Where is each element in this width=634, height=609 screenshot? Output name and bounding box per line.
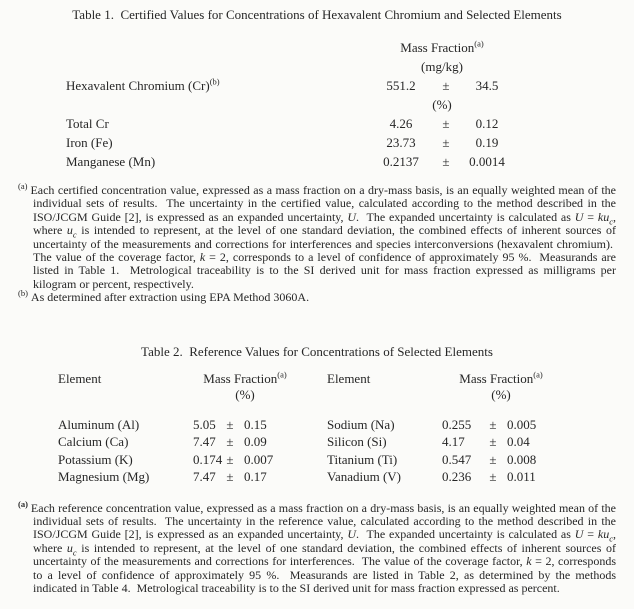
table2-mass-fraction-header-left: Mass Fraction$^{(a)}$: [203, 369, 287, 386]
table-row: [66, 133, 518, 152]
table1: [66, 38, 518, 171]
footnote-ref-b: (b): [209, 76, 220, 87]
value-cell: 23.73: [386, 135, 416, 150]
plus-minus-sign: ±: [489, 451, 497, 467]
element-label: Total Cr: [66, 116, 109, 131]
table-row: [66, 114, 518, 133]
element-label: Titanium (Ti): [327, 451, 398, 467]
uncertainty-cell: 34.5: [475, 78, 499, 93]
plus-minus-sign: ±: [489, 469, 497, 485]
table1-footnotes: [18, 181, 617, 305]
footnote-text: Each certified concentration value, expressed as a mass fraction on a dry-mass basis, is an equally weighted mean of the individual sets of results. The uncertainty in the certified value, calculated according to the method described in the ISO/JCGM Guide [2], is expressed as an expanded uncertainty, U. The expanded uncertainty is calculated as $U = ku_c$, where $u_c$ is intended to represent, at the level of one standard deviation, the combined effects of inherent sources of uncertainty of the measurements and corrections for interferences and species interconversions (hexavalent chromium). The value of the coverage factor, k = 2, corresponds to a level of confidence of approximately 95 %. Measurands are listed in Table 1. Metrological traceability is to the SI derived unit for mass fraction expressed as milligrams per kilogram or percent, respectively.: [30, 183, 617, 291]
value-cell: 0.174: [193, 451, 223, 467]
element-column-header: Element: [327, 370, 371, 386]
value-cell: 0.547: [442, 451, 472, 467]
table2: [58, 371, 560, 486]
uncertainty-cell: 0.0014: [469, 154, 505, 169]
element-label: Sodium (Na): [327, 416, 395, 432]
table2-footnotes: [18, 498, 617, 596]
table1-column-header-row: [66, 38, 518, 57]
table2-mass-fraction-header-right: Mass Fraction$^{(a)}$: [459, 369, 543, 386]
plus-minus-sign: ±: [442, 135, 450, 150]
table2-unit-pct-right: (%): [491, 386, 511, 402]
value-cell: 4.26: [389, 116, 413, 131]
table-row: [66, 152, 518, 171]
footnote-marker-b: (b): [18, 288, 28, 299]
value-cell: 0.255: [442, 416, 472, 432]
element-label: Calcium (Ca): [58, 434, 129, 450]
column-gap: [297, 371, 327, 387]
table1-footnote-a: [18, 181, 617, 291]
plus-minus-sign: ±: [489, 416, 497, 432]
uncertainty-cell: 0.19: [475, 135, 499, 150]
table-row: [58, 416, 560, 434]
footnote-ref-a: (a): [533, 369, 543, 380]
footnote-text: As determined after extraction using EPA Method 3060A.: [30, 290, 310, 305]
uncertainty-cell: 0.15: [244, 416, 267, 432]
table1-unit-pct: (%): [432, 97, 452, 112]
table-row: [66, 76, 518, 95]
footnote-text: Each reference concentration value, expressed as a mass fraction on a dry-mass basis, is an equally weighted mean of the individual sets of results. The uncertainty in the reference value, calculated according to the method described in the ISO/JCGM Guide [2], is expressed as an expanded uncertainty, U. The expanded uncertainty is calculated as $U = ku_c$, where $u_c$ is intended to represent, at the level of one standard deviation, the combined effects of inherent sources of uncertainty of the measurements and corrections for interferences. The value of the coverage factor, k = 2, corresponds to a level of confidence of approximately 95 %. Measurands are listed in Table 2, as determined by the methods indicated in Table 4. Metrological traceability is to the SI derived unit for mass fraction expressed as percent.: [30, 500, 617, 596]
table-row: [58, 468, 560, 486]
element-label: Magnesium (Mg): [58, 469, 150, 485]
uncertainty-cell: 0.04: [507, 434, 530, 450]
element-label: Aluminum (Al): [58, 416, 140, 432]
table2-footnote-a: [18, 498, 617, 596]
uncertainty-cell: 0.09: [244, 434, 267, 450]
plus-minus-sign: ±: [226, 451, 234, 467]
uncertainty-cell: 0.011: [507, 469, 536, 485]
element-label: Potassium (K): [58, 451, 133, 467]
element-label: Silicon (Si): [327, 434, 387, 450]
footnote-marker-a: (a): [18, 181, 28, 191]
table1-unit-mgkg: (mg/kg): [421, 59, 463, 74]
footnote-ref-a: (a): [474, 38, 484, 49]
value-cell: 0.236: [442, 469, 472, 485]
value-cell: 5.05: [193, 416, 216, 432]
uncertainty-cell: 0.007: [244, 451, 274, 467]
element-label: Hexavalent Chromium $(Cr)^{(b)}$: [66, 76, 220, 93]
table1-unit-row-mgkg: [66, 57, 518, 76]
spacer-row: [58, 403, 560, 416]
value-cell: 7.47: [193, 434, 216, 450]
footnote-ref-a: (a): [277, 369, 287, 380]
table-row: [58, 451, 560, 469]
plus-minus-sign: ±: [442, 78, 450, 93]
uncertainty-cell: 0.008: [507, 451, 537, 467]
footnote-marker-a: (a): [18, 498, 28, 509]
table-row: [58, 433, 560, 451]
plus-minus-sign: ±: [442, 116, 450, 131]
plus-minus-sign: ±: [226, 434, 234, 450]
uncertainty-cell: 0.17: [244, 469, 267, 485]
table2-column-header-row: [58, 371, 560, 387]
value-cell: 551.2: [386, 78, 416, 93]
element-label: Iron (Fe): [66, 135, 113, 150]
plus-minus-sign: ±: [442, 154, 450, 169]
element-label: Manganese (Mn): [66, 154, 156, 169]
value-cell: 7.47: [193, 469, 216, 485]
uncertainty-cell: 0.005: [507, 416, 537, 432]
table1-title: Table 1. Certified Values for Concentrations of Hexavalent Chromium and Selected Elements: [72, 7, 562, 22]
table1-footnote-b: [18, 288, 616, 305]
plus-minus-sign: ±: [226, 416, 234, 432]
element-column-header: Element: [58, 370, 102, 386]
plus-minus-sign: ±: [489, 434, 497, 450]
table2-unit-pct-left: (%): [235, 386, 255, 402]
table2-title: Table 2. Reference Values for Concentrations of Selected Elements: [141, 343, 493, 359]
plus-minus-sign: ±: [226, 469, 234, 485]
element-label: Vanadium (V): [327, 469, 402, 485]
table1-mass-fraction-header: Mass Fraction$^{(a)}$: [400, 38, 484, 55]
uncertainty-cell: 0.12: [475, 116, 499, 131]
value-cell: 0.2137: [383, 154, 419, 169]
table1-unit-row-pct: [66, 95, 518, 114]
value-cell: 4.17: [442, 434, 465, 450]
table2-unit-row: [58, 387, 560, 403]
